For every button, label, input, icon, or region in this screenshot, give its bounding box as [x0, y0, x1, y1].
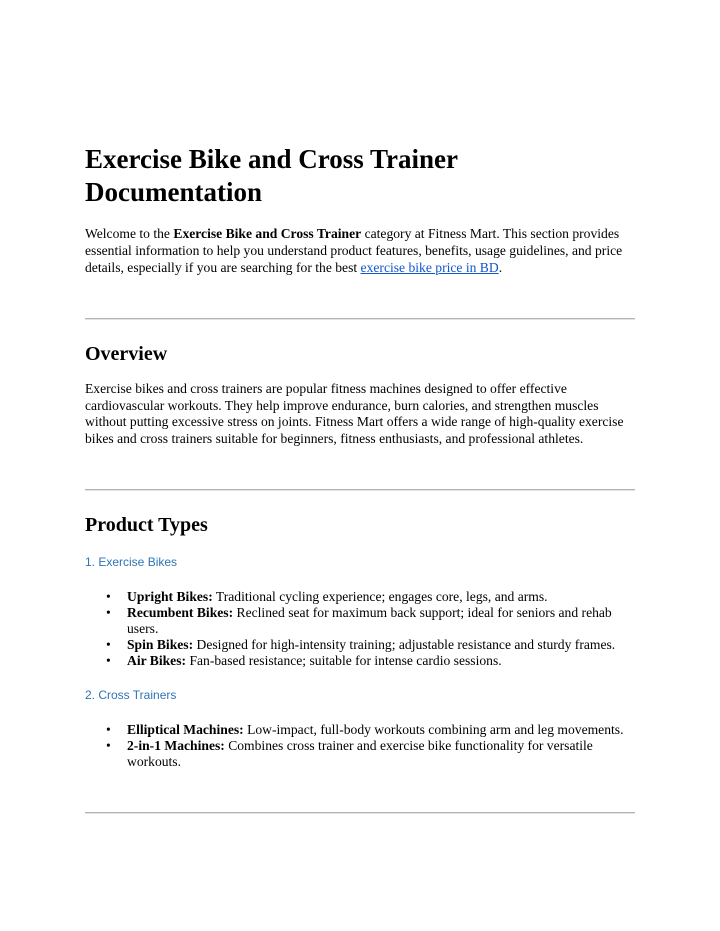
section-divider — [85, 489, 635, 491]
list-item-text: Fan-based resistance; suitable for intense cardio sessions. — [186, 653, 502, 668]
list-item-label: 2-in-1 Machines: — [127, 738, 225, 753]
list-item — [127, 738, 635, 770]
exercise-bikes-subheading: 1. Exercise Bikes — [85, 555, 178, 569]
list-item-text: Combines cross trainer and exercise bike functionality for versatile workouts. — [127, 738, 593, 769]
intro-text-end: . — [498, 260, 503, 275]
exercise-bike-price-link[interactable]: exercise bike price in BD — [360, 260, 499, 275]
overview-heading: Overview — [85, 343, 168, 365]
cross-trainers-subheading: 2. Cross Trainers — [85, 688, 177, 702]
list-item-label: Elliptical Machines: — [127, 722, 244, 737]
list-item — [127, 722, 635, 738]
section-divider — [85, 812, 635, 814]
exercise-bikes-list — [85, 589, 635, 669]
list-item — [127, 653, 635, 669]
page-title: Exercise Bike and Cross Trainer Documentation — [85, 144, 458, 207]
list-item-text: Traditional cycling experience; engages core, legs, and arms. — [212, 589, 548, 604]
list-item-text: Designed for high-intensity training; adjustable resistance and sturdy frames. — [193, 637, 616, 652]
list-item-label: Air Bikes: — [127, 653, 187, 668]
cross-trainers-list — [85, 722, 635, 770]
section-divider — [85, 318, 635, 320]
overview-paragraph: Exercise bikes and cross trainers are popular fitness machines designed to offer effective cardiovascular workouts. They help improve endurance, burn calories, and strengthen muscles without putting excessive stress on joints. Fitness Mart offers a wide range of high-quality exercise bikes and cross trainers suitable for beginners, fitness enthusiasts, and professional athletes. — [85, 381, 624, 446]
list-item — [127, 589, 635, 605]
intro-paragraph — [85, 225, 635, 276]
intro-text-middle: category at Fitness Mart. This section provides essential information to help you understand product features, benefits, usage guidelines, and price details, especially if you are searching for the best — [85, 226, 623, 275]
intro-text-start: Welcome to the — [85, 226, 174, 241]
intro-bold-text: Exercise Bike and Cross Trainer — [173, 226, 362, 241]
list-item-text: Reclined seat for maximum back support; ideal for seniors and rehab users. — [127, 605, 612, 636]
product-types-heading: Product Types — [85, 514, 208, 536]
list-item-label: Spin Bikes: — [127, 637, 194, 652]
list-item-text: Low-impact, full-body workouts combining arm and leg movements. — [243, 722, 624, 737]
list-item-label: Recumbent Bikes: — [127, 605, 234, 620]
list-item-label: Upright Bikes: — [127, 589, 213, 604]
list-item — [127, 605, 635, 637]
list-item — [127, 637, 635, 653]
